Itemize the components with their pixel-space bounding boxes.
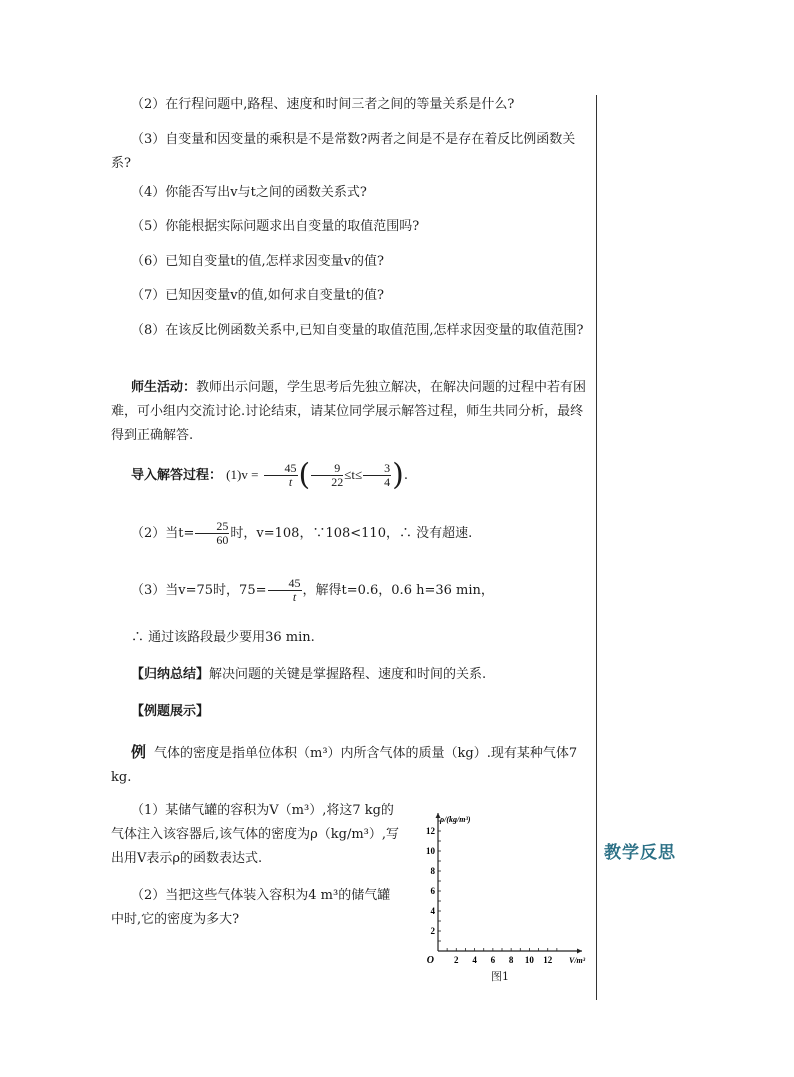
x-tick-label: 2 (454, 955, 459, 965)
solution-step-2 (111, 520, 589, 547)
x-tick-label: 4 (472, 955, 477, 965)
activity-label: 师生活动： (131, 380, 197, 395)
x-tick-label: 10 (524, 955, 534, 965)
solution-label: 导入解答过程： (131, 468, 223, 483)
solution-step-1 (111, 457, 589, 493)
y-tick-label: 8 (430, 866, 435, 876)
teaching-reflection-label: 教学反思 (604, 843, 676, 863)
y-tick-label: 10 (426, 846, 435, 856)
solution-conclusion: ∴ 通过该路段最少要用36 min. (131, 630, 315, 645)
y-axis-label: ρ/(kg/m³) (440, 815, 471, 824)
origin-label: O (426, 955, 434, 966)
activity-text: 教师出示问题，学生思考后先独立解决，在解决问题的过程中若有困难，可小组内交流讨论.讨论结束，请某位同学展示解答过程，师生共同分析，最终得到正确解答. (111, 380, 587, 443)
y-tick-label: 12 (426, 826, 435, 836)
solution-1-end: . (403, 468, 409, 483)
example-statement (111, 740, 589, 790)
fraction-9-over-22: $\frac{9}{22}$ (311, 462, 343, 489)
x-tick-label: 6 (490, 955, 496, 965)
x-axis-arrow (577, 949, 582, 954)
density-volume-chart (416, 808, 588, 986)
fraction-45-over-t: $\frac{45}{t}$ (264, 462, 298, 489)
teacher-student-activity (111, 376, 589, 448)
question-8: （8）在该反比例函数关系中,已知自变量的取值范围,怎样求因变量的取值范围? (131, 323, 584, 338)
question-6: （6）已知自变量t的值,怎样求因变量v的值? (131, 254, 384, 269)
right-paren: ) (392, 457, 404, 493)
example-label: 例 (131, 743, 147, 761)
y-tick-label: 6 (430, 886, 435, 896)
fraction-3-over-4: $\frac{3}{4}$ (363, 462, 391, 489)
example-question-1: （1）某储气罐的容积为V（m³）,将这7 kg的气体注入该容器后,该气体的密度为ρ（kg/m³）,写出用V表示ρ的函数表达式. (111, 803, 400, 866)
range-inequality: ≤t≤ (344, 467, 363, 482)
figure-caption: 图1 (491, 970, 509, 983)
question-5: （5）你能根据实际问题求出自变量的取值范围吗? (131, 219, 420, 234)
solution-1-prefix: (1)v = (226, 467, 259, 482)
solution-2-prefix: （2）当t= (131, 526, 195, 541)
x-tick-label: 8 (508, 955, 514, 965)
question-3: （3）自变量和因变量的乘积是不是常数?两者之间是不是存在着反比例函数关系? (111, 132, 576, 171)
example-question-2: （2）当把这些气体装入容积为4 m³的储气罐中时,它的密度为多大? (111, 888, 391, 927)
solution-3-suffix: ，解得t=0.6，0.6 h=36 min， (302, 583, 494, 598)
summary (111, 663, 589, 687)
fraction-25-over-60: $\frac{25}{60}$ (195, 520, 229, 547)
question-2: （2）在行程问题中,路程、速度和时间三者之间的等量关系是什么? (131, 97, 515, 112)
example-text: 气体的密度是指单位体积（m³）内所含气体的质量（kg）.现有某种气体7 kg. (111, 746, 578, 785)
question-7: （7）已知因变量v的值,如何求自变量t的值? (131, 288, 384, 303)
fraction-45-over-t-2: $\frac{45}{t}$ (268, 577, 302, 604)
solution-3-prefix: （3）当v=75时，75= (131, 583, 267, 598)
solution-2-suffix: 时，v=108，∵108<110，∴ 没有超速. (230, 526, 473, 541)
solution-step-3 (111, 577, 589, 604)
question-4: （4）你能否写出v与t之间的函数关系式? (131, 185, 367, 200)
x-tick-label: 12 (543, 955, 553, 965)
left-paren: ( (298, 457, 311, 493)
column-divider (596, 95, 597, 1000)
example-header: 【例题展示】 (131, 704, 210, 719)
summary-label: 【归纳总结】 (131, 667, 210, 682)
x-axis-label: V/m³ (569, 956, 586, 965)
y-tick-label: 2 (430, 926, 435, 936)
y-tick-label: 4 (430, 906, 435, 916)
summary-text: 解决问题的关键是掌握路程、速度和时间的关系. (209, 667, 487, 682)
